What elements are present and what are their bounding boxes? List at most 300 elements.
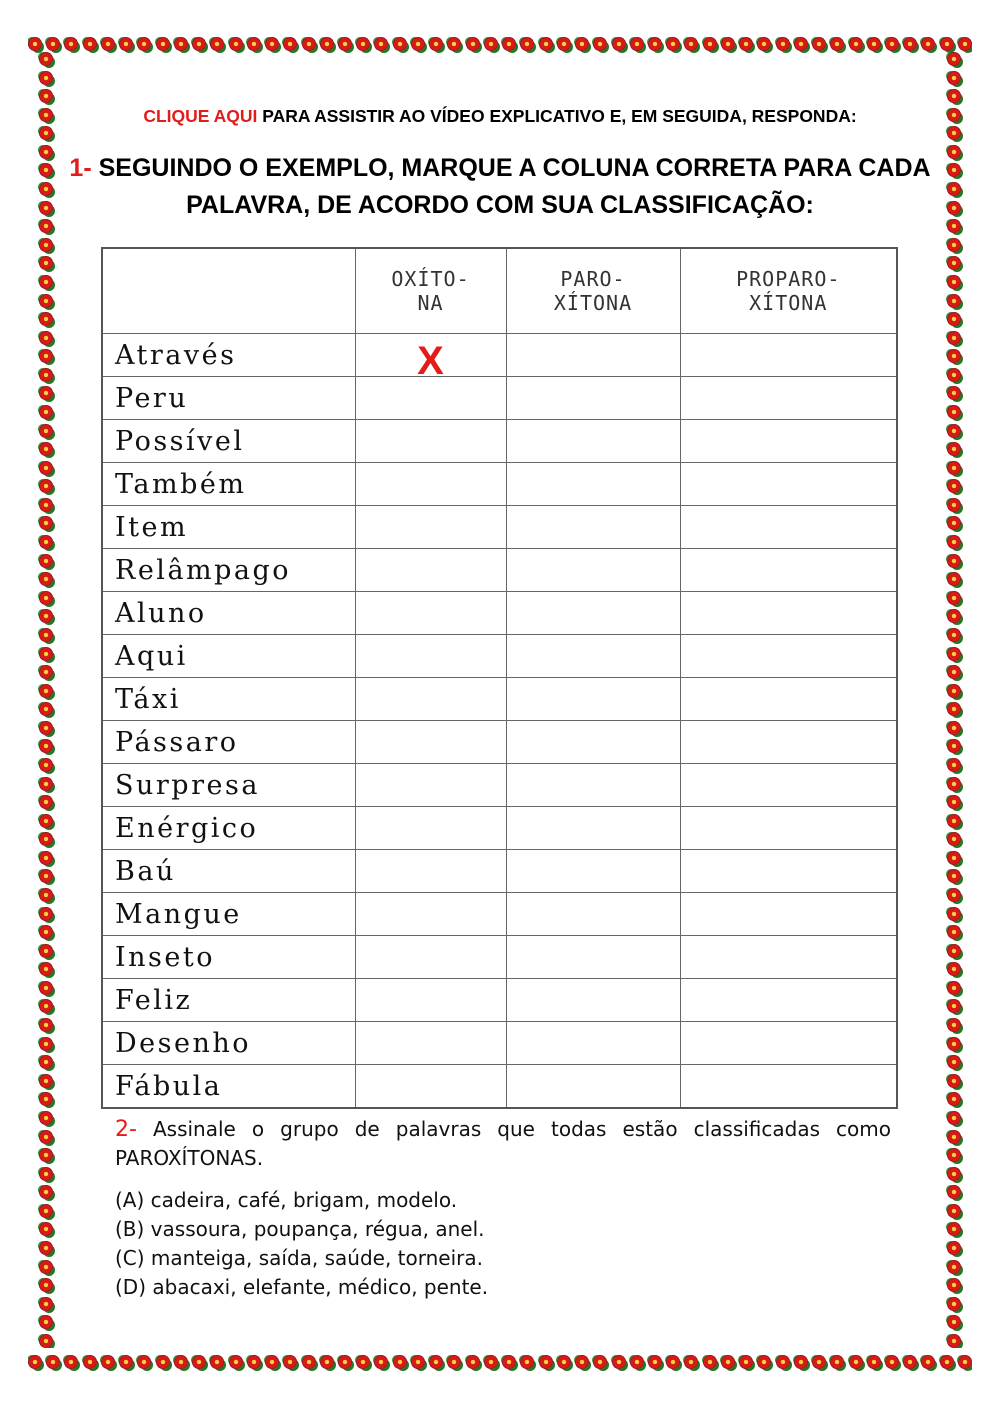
example-x-mark: X	[417, 339, 444, 383]
flower-icon	[39, 832, 53, 846]
flower-icon	[39, 535, 53, 549]
flower-icon	[947, 572, 961, 586]
flower-icon	[39, 1111, 53, 1125]
flower-icon	[947, 981, 961, 995]
flower-icon	[39, 479, 53, 493]
flower-icon	[39, 349, 53, 363]
mark-cell-oxitona[interactable]	[355, 635, 506, 678]
flower-icon	[466, 1355, 480, 1369]
flower-icon	[39, 1148, 53, 1162]
flower-icon	[39, 294, 53, 308]
flower-icon	[612, 1355, 626, 1369]
mark-cell-proparoxitona[interactable]	[680, 678, 897, 721]
mark-cell-proparoxitona[interactable]	[680, 420, 897, 463]
table-row	[102, 506, 897, 549]
mark-cell-paroxitona[interactable]	[506, 893, 680, 936]
flower-icon	[119, 37, 133, 51]
flower-icon	[39, 981, 53, 995]
word-cell: Fábula	[102, 1065, 355, 1109]
flower-icon	[757, 1355, 771, 1369]
flower-icon	[947, 71, 961, 85]
flower-icon	[283, 37, 297, 51]
mark-cell-oxitona[interactable]	[355, 592, 506, 635]
flower-icon	[156, 1355, 170, 1369]
flower-icon	[210, 1355, 224, 1369]
flower-icon	[356, 37, 370, 51]
flower-icon	[174, 37, 188, 51]
flower-icon	[520, 1355, 534, 1369]
flower-icon	[684, 1355, 698, 1369]
mark-cell-paroxitona[interactable]	[506, 678, 680, 721]
word-cell: Baú	[102, 850, 355, 893]
flower-icon	[947, 1167, 961, 1181]
mark-cell-proparoxitona[interactable]	[680, 721, 897, 764]
flower-icon	[947, 665, 961, 679]
flower-icon	[757, 37, 771, 51]
flower-icon	[947, 554, 961, 568]
flower-icon	[46, 1355, 60, 1369]
flower-icon	[39, 163, 53, 177]
flower-icon	[447, 37, 461, 51]
flower-icon	[947, 256, 961, 270]
mark-cell-oxitona[interactable]	[355, 549, 506, 592]
mark-cell-proparoxitona[interactable]	[680, 893, 897, 936]
table-row	[102, 807, 897, 850]
table-row	[102, 592, 897, 635]
flower-icon	[947, 126, 961, 140]
flower-icon	[721, 1355, 735, 1369]
flower-icon	[947, 405, 961, 419]
flower-icon	[39, 331, 53, 345]
header-oxitona: OXÍTO- NA	[355, 248, 506, 334]
mark-cell-proparoxitona[interactable]	[680, 979, 897, 1022]
flower-icon	[849, 1355, 863, 1369]
word-cell: Possível	[102, 420, 355, 463]
flower-icon	[776, 37, 790, 51]
flower-icon	[684, 37, 698, 51]
mark-cell-oxitona[interactable]	[355, 1022, 506, 1065]
flower-icon	[947, 52, 961, 66]
flower-icon	[39, 405, 53, 419]
mark-cell-oxitona[interactable]	[355, 936, 506, 979]
mark-cell-paroxitona[interactable]	[506, 1022, 680, 1065]
flower-icon	[947, 108, 961, 122]
word-cell: Item	[102, 506, 355, 549]
flower-icon	[539, 1355, 553, 1369]
flower-icon	[812, 1355, 826, 1369]
mark-cell-paroxitona[interactable]	[506, 635, 680, 678]
flower-icon	[947, 721, 961, 735]
flower-icon	[940, 37, 954, 51]
video-link[interactable]: CLIQUE AQUI	[143, 106, 258, 126]
flower-icon	[947, 869, 961, 883]
flower-icon	[265, 1355, 279, 1369]
flower-icon	[210, 37, 224, 51]
mark-cell-oxitona[interactable]	[355, 463, 506, 506]
flower-icon	[947, 1074, 961, 1088]
header-paroxitona: PARO- XÍTONA	[506, 248, 680, 334]
flower-icon	[39, 684, 53, 698]
mark-cell-oxitona[interactable]	[355, 1065, 506, 1109]
flower-icon	[39, 126, 53, 140]
decorative-border-left	[30, 52, 62, 1348]
flower-icon	[39, 1241, 53, 1255]
mark-cell-paroxitona[interactable]	[506, 549, 680, 592]
flower-icon	[39, 609, 53, 623]
table-row	[102, 721, 897, 764]
mark-cell-proparoxitona[interactable]	[680, 334, 897, 377]
mark-cell-paroxitona[interactable]	[506, 1065, 680, 1109]
table-row	[102, 463, 897, 506]
mark-cell-oxitona[interactable]	[355, 506, 506, 549]
flower-icon	[39, 647, 53, 661]
flower-icon	[64, 37, 78, 51]
mark-cell-proparoxitona[interactable]	[680, 764, 897, 807]
flower-icon	[39, 1204, 53, 1218]
mark-cell-paroxitona[interactable]	[506, 377, 680, 420]
flower-icon	[39, 758, 53, 772]
word-cell: Inseto	[102, 936, 355, 979]
mark-cell-paroxitona[interactable]	[506, 420, 680, 463]
flower-icon	[867, 37, 881, 51]
header-instruction: PARA ASSISTIR AO VÍDEO EXPLICATIVO E, EM SEGUIDA, RESPONDA:	[257, 106, 857, 126]
flower-icon	[39, 461, 53, 475]
flower-icon	[502, 37, 516, 51]
flower-icon	[947, 1018, 961, 1032]
flower-icon	[947, 163, 961, 177]
flower-icon	[867, 1355, 881, 1369]
flower-icon	[947, 1204, 961, 1218]
table-row	[102, 1065, 897, 1109]
flower-icon	[648, 37, 662, 51]
flower-icon	[174, 1355, 188, 1369]
mark-cell-paroxitona[interactable]	[506, 764, 680, 807]
flower-icon	[794, 1355, 808, 1369]
flower-icon	[947, 1130, 961, 1144]
flower-icon	[374, 1355, 388, 1369]
flower-icon	[575, 37, 589, 51]
table-row	[102, 635, 897, 678]
flower-icon	[229, 37, 243, 51]
flower-icon	[947, 1092, 961, 1106]
mark-cell-oxitona[interactable]	[355, 764, 506, 807]
flower-icon	[39, 201, 53, 215]
flower-icon	[374, 37, 388, 51]
decorative-border-bottom	[28, 1346, 972, 1378]
flower-icon	[393, 37, 407, 51]
mark-cell-oxitona[interactable]	[355, 334, 506, 383]
mark-cell-paroxitona[interactable]	[506, 334, 680, 377]
table-row	[102, 549, 897, 592]
table-row	[102, 377, 897, 420]
flower-icon	[39, 256, 53, 270]
mark-cell-oxitona[interactable]	[355, 893, 506, 936]
flower-icon	[101, 1355, 115, 1369]
flower-icon	[302, 37, 316, 51]
flower-icon	[39, 238, 53, 252]
flower-icon	[39, 1055, 53, 1069]
flower-icon	[83, 1355, 97, 1369]
flower-icon	[39, 424, 53, 438]
mark-cell-oxitona[interactable]	[355, 678, 506, 721]
mark-cell-proparoxitona[interactable]	[680, 463, 897, 506]
flower-icon	[947, 1315, 961, 1329]
flower-icon	[64, 1355, 78, 1369]
flower-icon	[903, 1355, 917, 1369]
flower-icon	[39, 962, 53, 976]
flower-icon	[947, 1037, 961, 1051]
question-1-text: SEGUINDO O EXEMPLO, MARQUE A COLUNA CORRETA PARA CADA PALAVRA, DE ACORDO COM SUA CLASSIFICAÇÃO:	[91, 154, 931, 219]
flower-icon	[39, 721, 53, 735]
flower-icon	[885, 1355, 899, 1369]
flower-icon	[39, 516, 53, 530]
flower-icon	[947, 628, 961, 642]
flower-icon	[947, 907, 961, 921]
flower-icon	[947, 832, 961, 846]
flower-icon	[520, 37, 534, 51]
flower-icon	[947, 609, 961, 623]
flower-icon	[429, 1355, 443, 1369]
flower-icon	[947, 1148, 961, 1162]
flower-icon	[39, 851, 53, 865]
flower-icon	[958, 37, 972, 51]
table-row	[102, 850, 897, 893]
flower-icon	[947, 702, 961, 716]
flower-icon	[39, 498, 53, 512]
question-2-text: Assinale o grupo de palavras que todas estão classificadas como PAROXÍTONAS.	[115, 1117, 891, 1170]
flower-icon	[947, 888, 961, 902]
table-row	[102, 764, 897, 807]
flower-icon	[947, 219, 961, 233]
flower-icon	[39, 554, 53, 568]
page-header	[80, 106, 920, 127]
flower-icon	[947, 312, 961, 326]
flower-icon	[947, 461, 961, 475]
flower-icon	[612, 37, 626, 51]
flower-icon	[648, 1355, 662, 1369]
question-1	[58, 150, 942, 224]
flower-icon	[947, 795, 961, 809]
flower-icon	[947, 1222, 961, 1236]
flower-icon	[947, 777, 961, 791]
mark-cell-proparoxitona[interactable]	[680, 850, 897, 893]
word-cell: Aluno	[102, 592, 355, 635]
flower-icon	[39, 814, 53, 828]
word-cell: Feliz	[102, 979, 355, 1022]
word-cell: Pássaro	[102, 721, 355, 764]
mark-cell-oxitona[interactable]	[355, 807, 506, 850]
flower-icon	[903, 37, 917, 51]
flower-icon	[411, 1355, 425, 1369]
flower-icon	[593, 37, 607, 51]
flower-icon	[947, 145, 961, 159]
flower-icon	[39, 89, 53, 103]
flower-icon	[356, 1355, 370, 1369]
flower-icon	[484, 37, 498, 51]
flower-icon	[137, 1355, 151, 1369]
flower-icon	[39, 591, 53, 605]
flower-icon	[39, 145, 53, 159]
flower-icon	[947, 591, 961, 605]
mark-cell-proparoxitona[interactable]	[680, 592, 897, 635]
flower-icon	[39, 1092, 53, 1106]
mark-cell-paroxitona[interactable]	[506, 506, 680, 549]
flower-icon	[947, 1241, 961, 1255]
flower-icon	[830, 1355, 844, 1369]
flower-icon	[630, 1355, 644, 1369]
mark-cell-proparoxitona[interactable]	[680, 1022, 897, 1065]
header-proparoxitona: PROPARO- XÍTONA	[680, 248, 897, 334]
flower-icon	[947, 89, 961, 103]
flower-icon	[947, 349, 961, 363]
flower-icon	[947, 275, 961, 289]
flower-icon	[83, 37, 97, 51]
option-d[interactable]: (D) abacaxi, elefante, médico, pente.	[115, 1275, 489, 1299]
flower-icon	[447, 1355, 461, 1369]
table-row	[102, 1022, 897, 1065]
flower-icon	[39, 1278, 53, 1292]
flower-icon	[39, 1297, 53, 1311]
flower-icon	[39, 108, 53, 122]
flower-icon	[776, 1355, 790, 1369]
flower-icon	[39, 572, 53, 586]
flower-icon	[192, 37, 206, 51]
flower-icon	[39, 71, 53, 85]
flower-icon	[39, 1037, 53, 1051]
mark-cell-oxitona[interactable]	[355, 850, 506, 893]
flower-icon	[338, 37, 352, 51]
flower-icon	[283, 1355, 297, 1369]
decorative-border-right	[938, 52, 970, 1348]
mark-cell-oxitona[interactable]	[355, 420, 506, 463]
word-cell: Táxi	[102, 678, 355, 721]
flower-icon	[39, 1074, 53, 1088]
word-cell: Através	[102, 334, 355, 377]
flower-icon	[947, 1055, 961, 1069]
classification-table	[101, 247, 898, 1109]
flower-icon	[411, 37, 425, 51]
flower-icon	[320, 1355, 334, 1369]
flower-icon	[947, 925, 961, 939]
mark-cell-proparoxitona[interactable]	[680, 1065, 897, 1109]
mark-cell-oxitona[interactable]	[355, 721, 506, 764]
flower-icon	[947, 182, 961, 196]
flower-icon	[921, 1355, 935, 1369]
mark-cell-proparoxitona[interactable]	[680, 807, 897, 850]
flower-icon	[947, 758, 961, 772]
table-row	[102, 420, 897, 463]
mark-cell-proparoxitona[interactable]	[680, 506, 897, 549]
flower-icon	[39, 777, 53, 791]
flower-icon	[156, 37, 170, 51]
flower-icon	[940, 1355, 954, 1369]
mark-cell-oxitona[interactable]	[355, 979, 506, 1022]
flower-icon	[192, 1355, 206, 1369]
flower-icon	[794, 37, 808, 51]
flower-icon	[39, 386, 53, 400]
flower-icon	[557, 37, 571, 51]
word-cell: Peru	[102, 377, 355, 420]
flower-icon	[39, 312, 53, 326]
flower-icon	[812, 37, 826, 51]
flower-icon	[429, 37, 443, 51]
flower-icon	[947, 386, 961, 400]
flower-icon	[947, 1185, 961, 1199]
flower-icon	[39, 1222, 53, 1236]
table-row	[102, 979, 897, 1022]
flower-icon	[484, 1355, 498, 1369]
flower-icon	[39, 999, 53, 1013]
flower-icon	[947, 294, 961, 308]
mark-cell-proparoxitona[interactable]	[680, 549, 897, 592]
flower-icon	[39, 944, 53, 958]
flower-icon	[557, 1355, 571, 1369]
mark-cell-proparoxitona[interactable]	[680, 635, 897, 678]
flower-icon	[39, 795, 53, 809]
mark-cell-paroxitona[interactable]	[506, 721, 680, 764]
table-header-row	[102, 248, 897, 334]
flower-icon	[947, 684, 961, 698]
flower-icon	[849, 37, 863, 51]
word-cell: Mangue	[102, 893, 355, 936]
word-cell: Enérgico	[102, 807, 355, 850]
word-cell: Aqui	[102, 635, 355, 678]
flower-icon	[39, 219, 53, 233]
flower-icon	[921, 37, 935, 51]
option-a[interactable]: (A) cadeira, café, brigam, modelo.	[115, 1188, 458, 1212]
question-2	[115, 1115, 891, 1172]
flower-icon	[338, 1355, 352, 1369]
answer-options	[115, 1186, 488, 1302]
flower-icon	[947, 479, 961, 493]
mark-cell-paroxitona[interactable]	[506, 592, 680, 635]
flower-icon	[947, 999, 961, 1013]
option-c[interactable]: (C) manteiga, saída, saúde, torneira.	[115, 1246, 483, 1270]
flower-icon	[265, 37, 279, 51]
decorative-border-top	[28, 28, 972, 60]
flower-icon	[137, 37, 151, 51]
flower-icon	[739, 37, 753, 51]
flower-icon	[39, 1185, 53, 1199]
question-1-number: 1-	[69, 154, 92, 182]
flower-icon	[302, 1355, 316, 1369]
flower-icon	[101, 37, 115, 51]
question-2-number: 2-	[115, 1117, 137, 1142]
mark-cell-paroxitona[interactable]	[506, 463, 680, 506]
flower-icon	[703, 37, 717, 51]
mark-cell-paroxitona[interactable]	[506, 979, 680, 1022]
flower-icon	[947, 201, 961, 215]
flower-icon	[947, 1260, 961, 1274]
flower-icon	[947, 368, 961, 382]
option-b[interactable]: (B) vassoura, poupança, régua, anel.	[115, 1217, 485, 1241]
flower-icon	[947, 1111, 961, 1125]
flower-icon	[947, 331, 961, 345]
word-cell: Surpresa	[102, 764, 355, 807]
flower-icon	[947, 814, 961, 828]
mark-cell-paroxitona[interactable]	[506, 936, 680, 979]
mark-cell-proparoxitona[interactable]	[680, 936, 897, 979]
flower-icon	[703, 1355, 717, 1369]
mark-cell-paroxitona[interactable]	[506, 850, 680, 893]
flower-icon	[39, 1334, 53, 1348]
flower-icon	[393, 1355, 407, 1369]
mark-cell-proparoxitona[interactable]	[680, 377, 897, 420]
mark-cell-paroxitona[interactable]	[506, 807, 680, 850]
flower-icon	[830, 37, 844, 51]
flower-icon	[39, 1130, 53, 1144]
flower-icon	[39, 869, 53, 883]
